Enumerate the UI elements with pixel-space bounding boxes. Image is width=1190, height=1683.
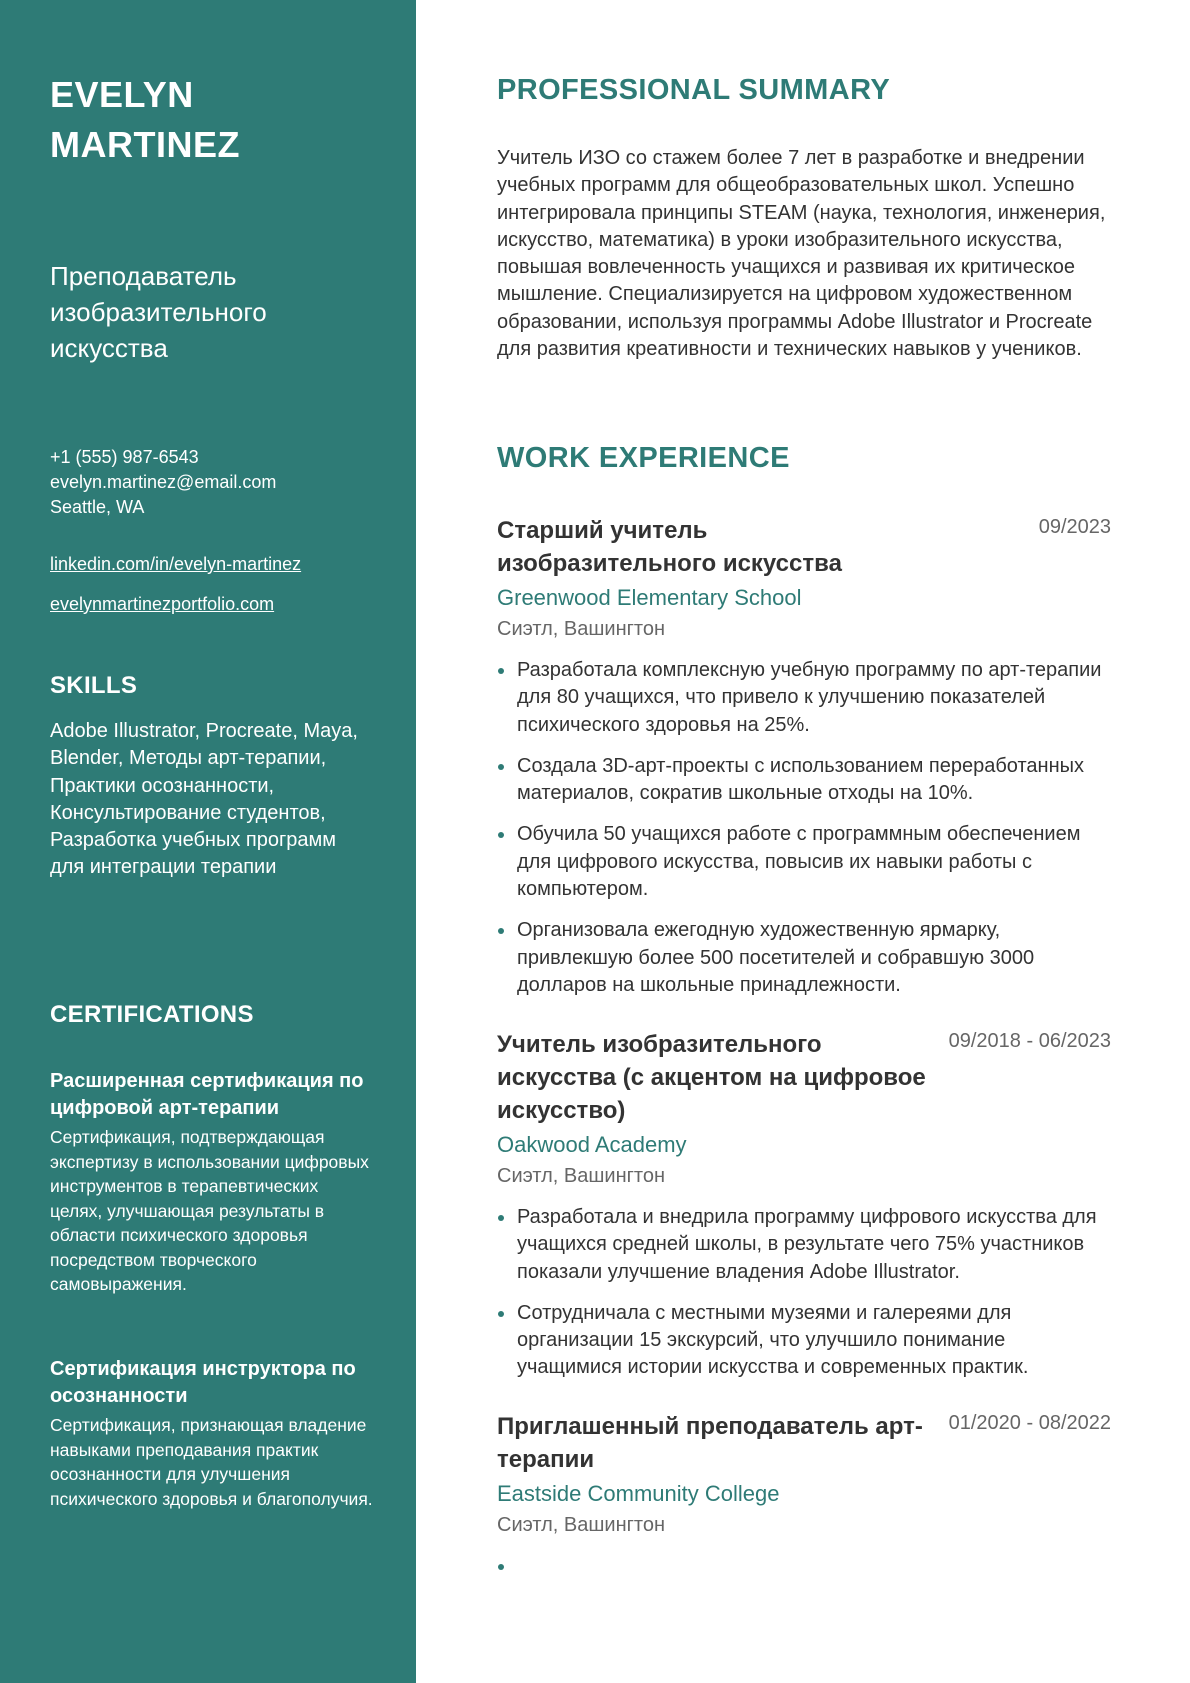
sidebar <box>0 0 416 1683</box>
linkedin-link[interactable]: linkedin.com/in/evelyn-martinez <box>50 554 302 574</box>
certification-item <box>50 1356 375 1511</box>
certification-title: Сертификация инструктора по осознанности <box>50 1358 356 1407</box>
bullet-item: Создала 3D-арт-проекты с использованием переработанных материалов, сократив школьные отходы на 10%. <box>497 753 1111 808</box>
bullet-item: Сотрудничала с местными музеями и галереями для организации 15 экскурсий, что улучшило понимание учащимися истории искусства и современных практик. <box>497 1300 1111 1382</box>
person-name <box>50 70 380 170</box>
summary-text: Учитель ИЗО со стажем более 7 лет в разработке и внедрении учебных программ для общеобразовательных школ. Успешно интегрировала принципы STEAM (наука, технология, инженерия, искусство, математика) в уроки изобразительного искусства, повышая вовлеченность учащихся и развивая их критическое мышление. Специализируется на цифровом художественном образовании, используя программы Adobe Illustrator и Procreate для развития креативности и технических навыков у учеников. <box>497 147 1106 361</box>
job-location: Сиэтл, Вашингтон <box>497 1514 666 1536</box>
last-name: MARTINEZ <box>50 124 240 165</box>
bullet-item: Разработала и внедрила программу цифрового искусства для учащихся средней школы, в результате чего 75% участников показали улучшение владения Adobe Illustrator. <box>497 1204 1111 1286</box>
portfolio-link[interactable]: evelynmartinezportfolio.com <box>50 594 275 614</box>
phone: +1 (555) 987-6543 <box>50 447 199 467</box>
skills-text: Adobe Illustrator, Procreate, Maya, Blender, Методы арт-терапии, Практики осознанности, Консультирование студентов, Разработка учебных программ для интеграции терапии <box>50 720 358 879</box>
skills-heading: SKILLS <box>50 672 138 699</box>
job-title: Приглашенный преподаватель арт-терапии <box>497 1413 923 1473</box>
certification-description: Сертификация, признающая владение навыками преподавания практик осознанности для улучшения психического здоровья и благополучия. <box>50 1415 373 1509</box>
job-date: 09/2018 - 06/2023 <box>948 1030 1111 1052</box>
job-entry <box>497 1028 1111 1396</box>
job-entry <box>497 514 1111 1013</box>
certification-description: Сертификация, подтверждающая экспертизу в использовании цифровых инструментов в терапевтических целях, улучшающая результаты в области психического здоровья посредством творческого самовыражения. <box>50 1127 369 1294</box>
job-date: 01/2020 - 08/2022 <box>948 1412 1111 1434</box>
bullet-item <box>497 1553 1111 1580</box>
contact-info <box>50 445 380 520</box>
job-date: 09/2023 <box>1038 516 1111 538</box>
work-heading: WORK EXPERIENCE <box>497 442 790 474</box>
first-name: EVELYN <box>50 74 194 115</box>
job-entry <box>497 1410 1111 1594</box>
company-name: Greenwood Elementary School <box>497 585 802 610</box>
job-role: Преподаватель изобразительного искусства <box>50 261 267 363</box>
job-bullets <box>497 657 1111 999</box>
job-title: Учитель изобразительного искусства (с акцентом на цифровое искусство) <box>497 1031 926 1124</box>
job-bullets <box>497 1553 1111 1580</box>
job-bullets <box>497 1204 1111 1382</box>
certifications-heading: CERTIFICATIONS <box>50 1001 254 1028</box>
bullet-item: Разработала комплексную учебную программу по арт-терапии для 80 учащихся, что привело к улучшению показателей психического здоровья на 25%. <box>497 657 1111 739</box>
certification-item <box>50 1068 375 1297</box>
certification-title: Расширенная сертификация по цифровой арт-терапии <box>50 1070 364 1119</box>
job-location: Сиэтл, Вашингтон <box>497 618 666 640</box>
company-name: Oakwood Academy <box>497 1132 687 1157</box>
summary-heading: PROFESSIONAL SUMMARY <box>497 74 891 106</box>
bullet-item: Организовала ежегодную художественную ярмарку, привлекшую более 500 посетителей и собравшую 3000 долларов на школьные принадлежности. <box>497 917 1111 999</box>
job-title: Старший учитель изобразительного искусства <box>497 517 842 577</box>
company-name: Eastside Community College <box>497 1481 780 1506</box>
location: Seattle, WA <box>50 497 145 517</box>
email: evelyn.martinez@email.com <box>50 472 277 492</box>
bullet-item: Обучила 50 учащихся работе с программным обеспечением для цифрового искусства, повысив их навыки работы с компьютером. <box>497 821 1111 903</box>
job-location: Сиэтл, Вашингтон <box>497 1165 666 1187</box>
